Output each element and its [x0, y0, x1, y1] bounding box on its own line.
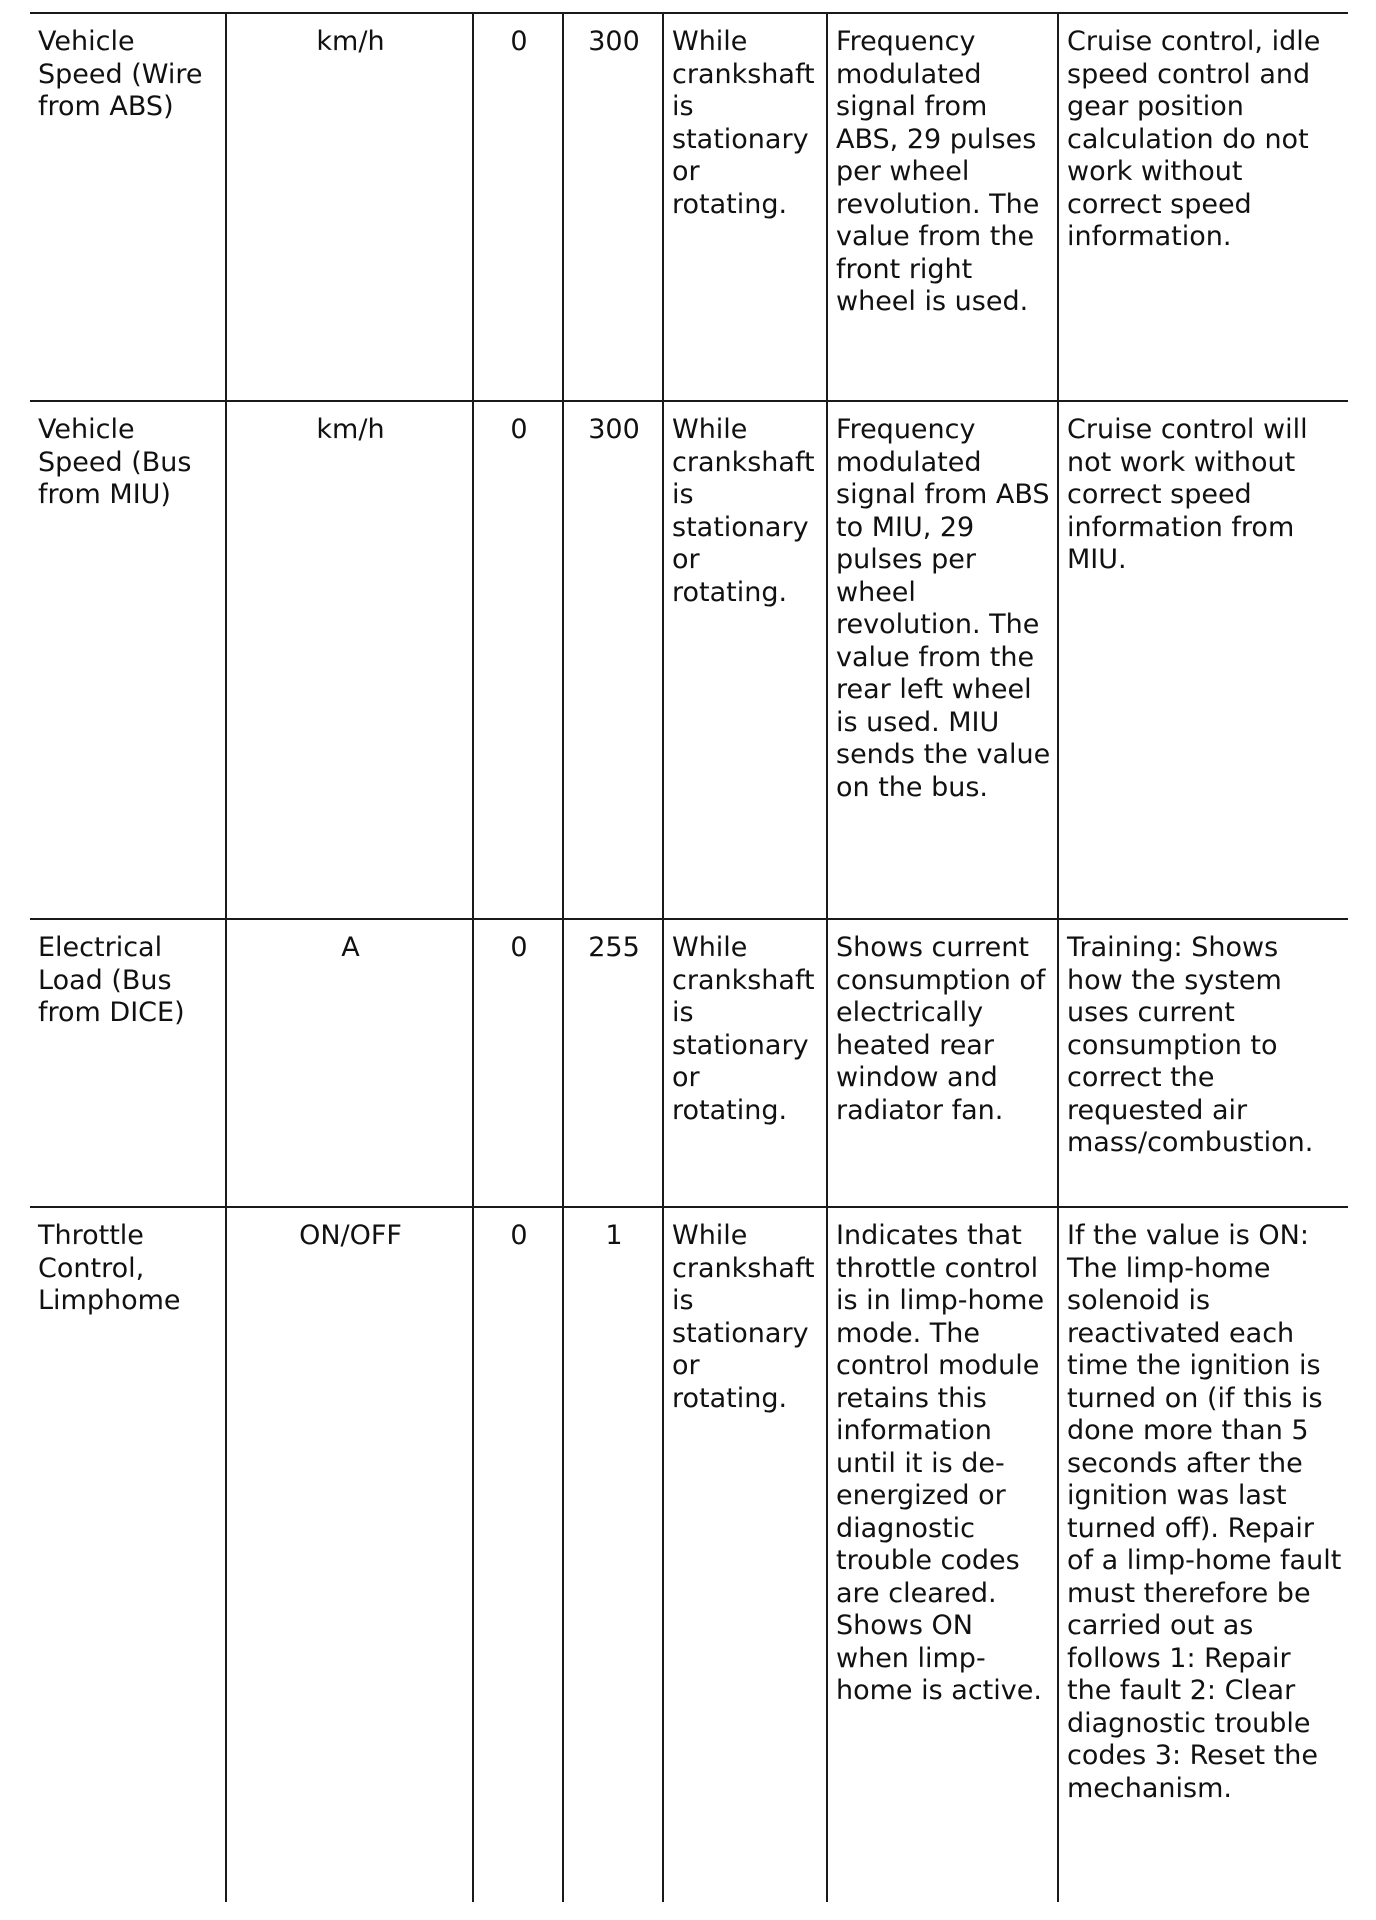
- min-value-cell: 0: [473, 919, 563, 1207]
- unit-cell: ON/OFF: [226, 1207, 473, 1902]
- min-value-cell: 0: [473, 401, 563, 919]
- note-cell: Cruise control will not work without correct speed information from MIU.: [1058, 401, 1348, 919]
- parameter-name-cell: Throttle Control, Limphome: [30, 1207, 226, 1902]
- condition-cell: While crankshaft is stationary or rotating.: [663, 13, 827, 401]
- description-cell: Frequency modulated signal from ABS to MIU, 29 pulses per wheel revolution. The value from the rear left wheel is used. MIU sends the value on the bus.: [827, 401, 1058, 919]
- description-cell: Shows current consumption of electrically heated rear window and radiator fan.: [827, 919, 1058, 1207]
- condition-cell: While crankshaft is stationary or rotating.: [663, 919, 827, 1207]
- condition-cell: While crankshaft is stationary or rotating.: [663, 401, 827, 919]
- unit-cell: km/h: [226, 13, 473, 401]
- note-cell: Training: Shows how the system uses current consumption to correct the requested air mass/combustion.: [1058, 919, 1348, 1207]
- document-page: [30, 12, 1348, 1902]
- table-row: [30, 1207, 1348, 1902]
- max-value-cell: 1: [563, 1207, 663, 1902]
- max-value-cell: 300: [563, 13, 663, 401]
- parameter-name-cell: Electrical Load (Bus from DICE): [30, 919, 226, 1207]
- parameter-name-cell: Vehicle Speed (Wire from ABS): [30, 13, 226, 401]
- unit-cell: A: [226, 919, 473, 1207]
- min-value-cell: 0: [473, 13, 563, 401]
- table-row: [30, 919, 1348, 1207]
- table-row: [30, 401, 1348, 919]
- note-cell: If the value is ON: The limp-home solenoid is reactivated each time the ignition is turned on (if this is done more than 5 seconds after the ignition was last turned off). Repair of a limp-home fault must therefore be carried out as follows 1: Repair the fault 2: Clear diagnostic trouble codes 3: Reset the mechanism.: [1058, 1207, 1348, 1902]
- condition-cell: While crankshaft is stationary or rotating.: [663, 1207, 827, 1902]
- parameter-table: [30, 12, 1348, 1902]
- parameter-name-cell: Vehicle Speed (Bus from MIU): [30, 401, 226, 919]
- table-row: [30, 13, 1348, 401]
- max-value-cell: 300: [563, 401, 663, 919]
- description-cell: Frequency modulated signal from ABS, 29 pulses per wheel revolution. The value from the front right wheel is used.: [827, 13, 1058, 401]
- max-value-cell: 255: [563, 919, 663, 1207]
- note-cell: Cruise control, idle speed control and gear position calculation do not work without correct speed information.: [1058, 13, 1348, 401]
- min-value-cell: 0: [473, 1207, 563, 1902]
- description-cell: Indicates that throttle control is in limp-home mode. The control module retains this information until it is de-energized or diagnostic trouble codes are cleared. Shows ON when limp-home is active.: [827, 1207, 1058, 1902]
- unit-cell: km/h: [226, 401, 473, 919]
